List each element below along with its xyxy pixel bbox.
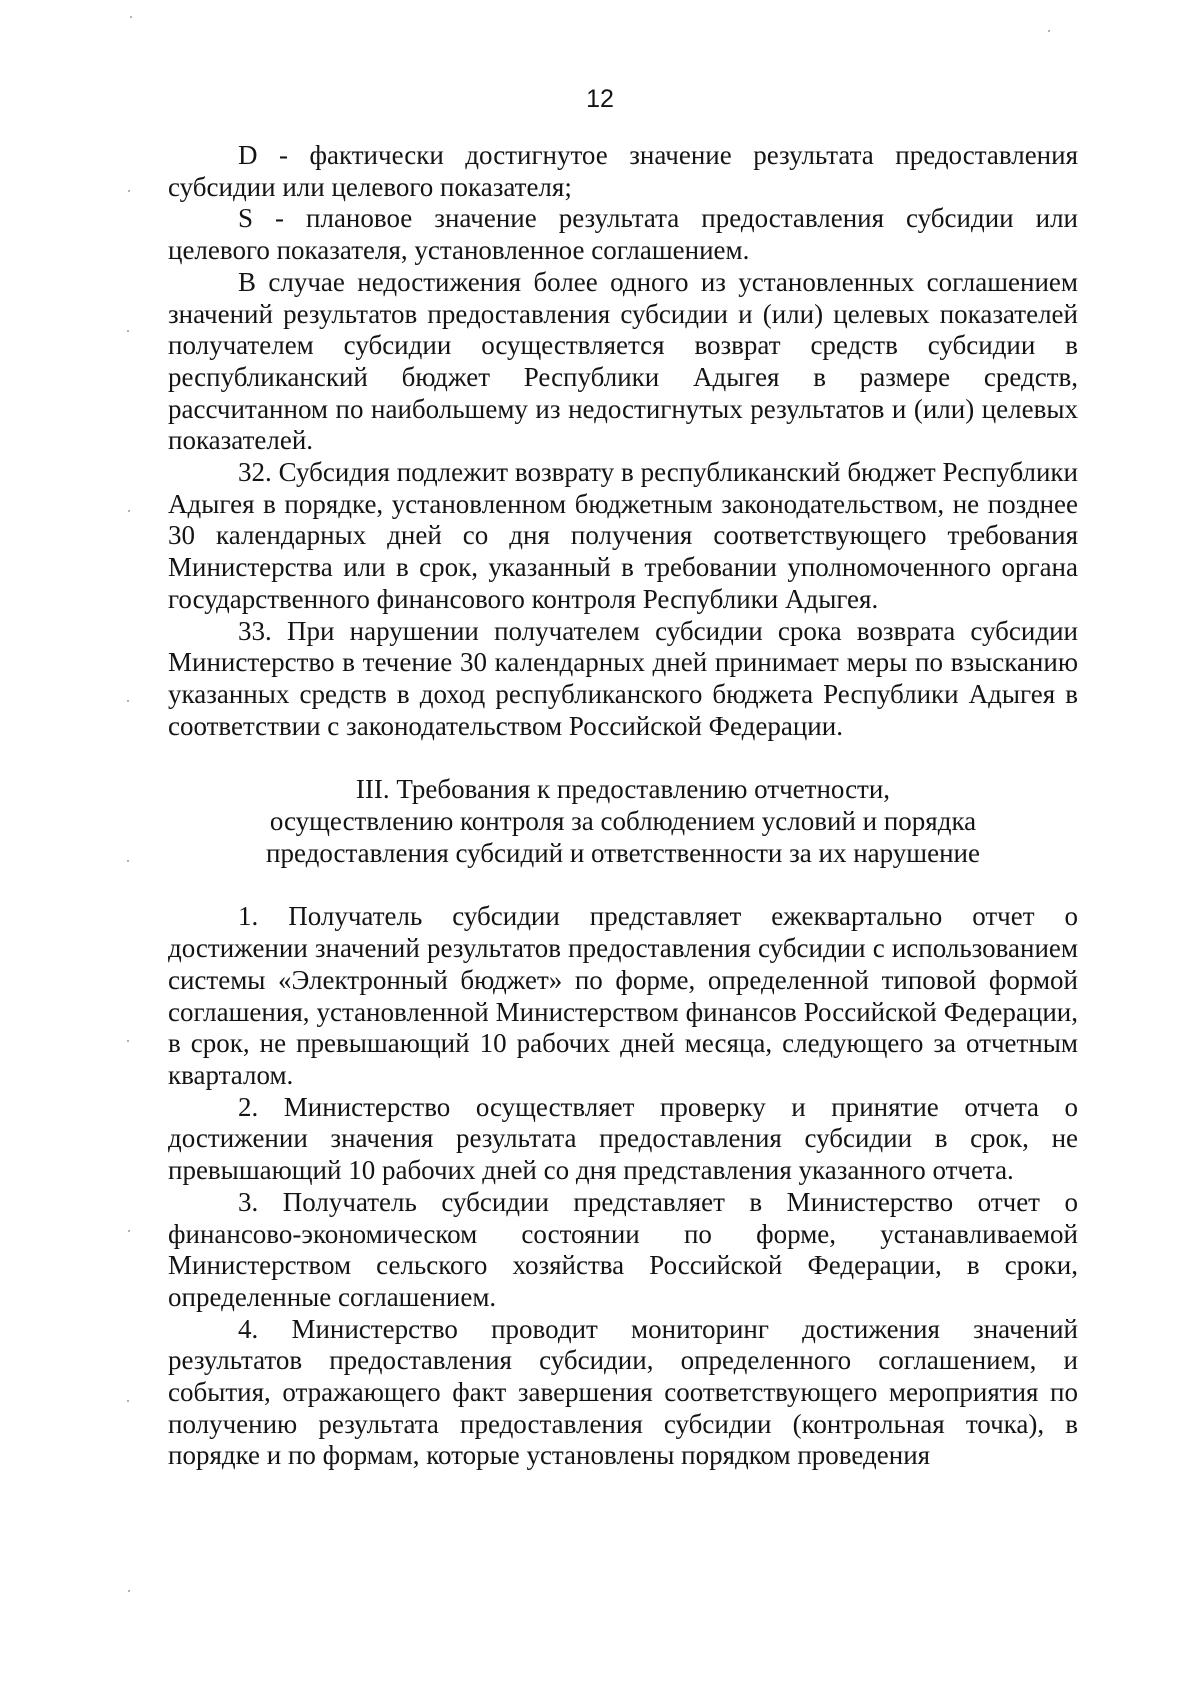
scan-speck [1048, 30, 1050, 32]
scan-speck [128, 510, 130, 512]
scan-speck [127, 1400, 129, 1402]
scan-speck [128, 190, 130, 192]
scan-speck [127, 700, 129, 702]
document-body [168, 140, 1078, 1472]
section-heading-line: осуществлению контроля за соблюдением условий и порядка [269, 806, 977, 837]
scan-speck [128, 1590, 130, 1592]
section-heading-iii [168, 742, 1078, 901]
scan-speck [127, 860, 129, 862]
scan-speck [130, 16, 132, 18]
section-heading-line: III. Требования к предоставлению отчетности, [355, 774, 891, 805]
paragraph-non-achievement: В случае недостижения более одного из установленных соглашением значений результатов предоставления субсидии и (или) целевых показателей получателем субсидии осуществляется возврат средств субсидии в республиканский бюджет Республики Адыгея в размере средств, рассчитанном по наибольшему из недостигнутых результатов и (или) целевых показателей. [168, 266, 1078, 456]
page-number: 12 [586, 85, 614, 113]
paragraph-32: 32. Субсидия подлежит возврату в республиканский бюджет Республики Адыгея в порядке, установленном бюджетным законодательством, не позднее 30 календарных дней со дня получения соответствующего требования Министерства или в срок, указанный в требовании уполномоченного органа государственного финансового контроля Республики Адыгея. [168, 457, 1078, 614]
paragraph-s-definition: S - плановое значение результата предоставления субсидии или целевого показателя, установленное соглашением. [168, 203, 1078, 266]
scan-speck [128, 1230, 130, 1232]
scan-speck [127, 330, 129, 332]
paragraph-item-4: 4. Министерство проводит мониторинг достижения значений результатов предоставления субсидии, определенного соглашением, и события, отражающего факт завершения соответствующего мероприятия по получению результата предоставления субсидии (контрольная точка), в порядке и по формам, которые установлены порядком проведения [168, 1313, 1078, 1471]
scan-speck [127, 1040, 129, 1042]
paragraph-d-definition: D - фактически достигнутое значение результата предоставления субсидии или целевого показателя; [168, 140, 1078, 202]
paragraph-item-2: 2. Министерство осуществляет проверку и принятие отчета о достижении значения результата предоставления субсидии в срок, не превышающий 10 рабочих дней со дня представления указанного отчета. [168, 1091, 1078, 1186]
paragraph-item-1: 1. Получатель субсидии представляет ежеквартально отчет о достижении значений результатов предоставления субсидии с использованием системы «Электронный бюджет» по форме, определенной типовой формой соглашения, установленной Министерством финансов Российской Федерации, в срок, не превышающий 10 рабочих дней месяца, следующего за отчетным кварталом. [168, 901, 1078, 1090]
paragraph-33: 33. При нарушении получателем субсидии срока возврата субсидии Министерство в течение 30 календарных дней принимает меры по взысканию указанных средств в доход республиканского бюджета Республики Адыгея в соответствии с законодательством Российской Федерации. [168, 615, 1078, 741]
paragraph-item-3: 3. Получатель субсидии представляет в Министерство отчет о финансово-экономическом состоянии по форме, устанавливаемой Министерством сельского хозяйства Российской Федерации, в сроки, определенные соглашением. [168, 1186, 1078, 1312]
section-heading-line: предоставления субсидий и ответственности за их нарушение [266, 837, 980, 868]
